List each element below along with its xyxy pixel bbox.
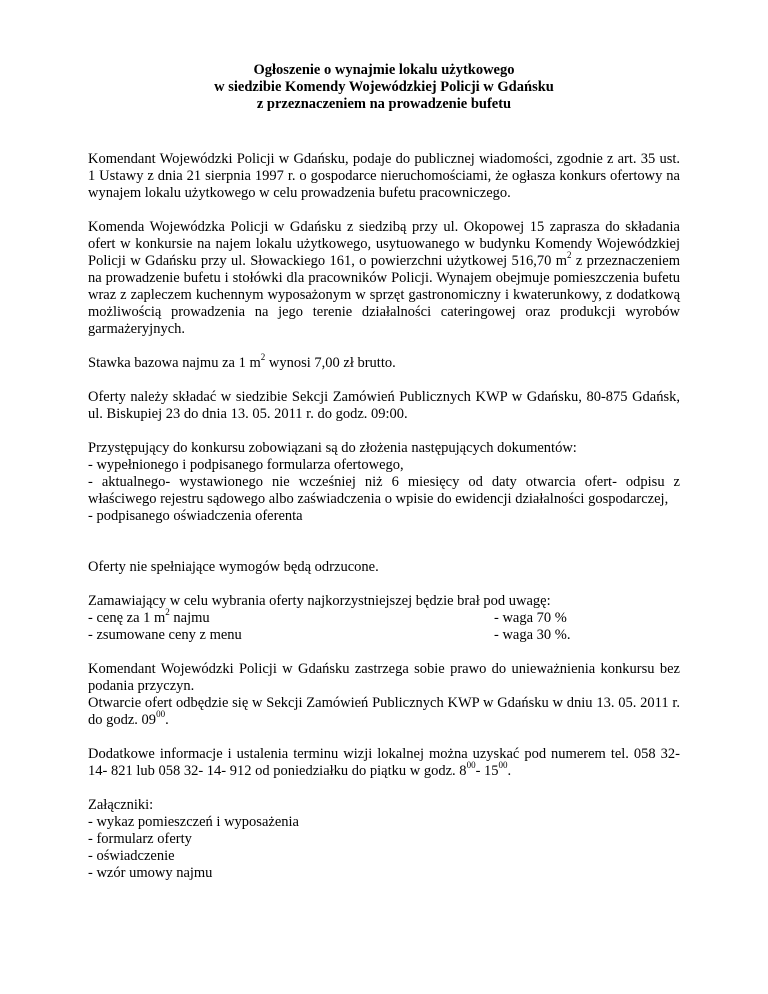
criteria-row-2	[88, 627, 680, 644]
paragraph-contact	[88, 746, 680, 780]
title-line-2: w siedzibie Komendy Wojewódzkiej Policji w Gdańsku	[214, 79, 554, 95]
paragraph-premises	[88, 219, 680, 338]
criteria-intro: Zamawiający w celu wybrania oferty najkorzystniejszej będzie brał pod uwagę:	[88, 593, 551, 609]
attachment-item: - wzór umowy najmu	[88, 865, 213, 881]
paragraph-criteria	[88, 593, 680, 644]
attachments-list	[88, 797, 680, 882]
title-line-3: z przeznaczeniem na prowadzenie bufetu	[256, 96, 512, 112]
criteria-weight-2: - waga 30 %.	[494, 627, 571, 643]
paragraph-documents	[88, 440, 680, 525]
opening-tail: .	[165, 712, 169, 728]
attachment-item: - wykaz pomieszczeń i wyposażenia	[88, 814, 299, 830]
paragraph-submission: Oferty należy składać w siedzibie Sekcji Zamówień Publicznych KWP w Gdańsku, 80-875 Gdańsk, ul. Biskupiej 23 do dnia 13. 05. 2011 r. do godz. 09:00.	[88, 389, 680, 422]
premises-text-b: z przeznaczeniem na prowadzenie bufetu i stołówki dla pracowników Policji. Wynajem obejmuje pomieszczenia bufetu wraz z zapleczem kuchennym wyposażonym w sprzęt gastronomiczny i kwaterunkowy, z dodatkową możliwością prowadzenia na jego terenie działalności cateringowej oraz produkcji wyrobów garmażeryjnych.	[88, 253, 680, 337]
contact-sup-1: 00	[466, 760, 476, 771]
attachment-item: - oświadczenie	[88, 848, 175, 864]
title-line-1: Ogłoszenie o wynajmie lokalu użytkowego	[253, 62, 515, 78]
attachment-item: - formularz oferty	[88, 831, 192, 847]
opening-line	[88, 695, 680, 729]
criteria-label-2: - zsumowane ceny z menu	[88, 627, 242, 643]
documents-intro: Przystępujący do konkursu zobowiązani są do złożenia następujących dokumentów:	[88, 440, 577, 456]
criteria-label-1-text: - cenę za 1 m	[88, 610, 166, 626]
documents-item-2: - aktualnego- wystawionego nie wcześniej niż 6 miesięcy od daty otwarcia ofert- odpisu z właściwego rejestru sądowego albo zaświadczenia o wpisie do ewidencji działalności gospodarczej,	[88, 474, 680, 507]
document-title	[88, 62, 680, 113]
opening-text: Otwarcie ofert odbędzie się w Sekcji Zamówień Publicznych KWP w Gdańsku w dniu 13. 05. 2011 r. do godz. 09	[88, 695, 680, 728]
opening-sup: 00	[156, 709, 166, 720]
rate-text-a: Stawka bazowa najmu za 1 m	[88, 355, 261, 371]
paragraph-reservation	[88, 661, 680, 729]
documents-item-3: - podpisanego oświadczenia oferenta	[88, 508, 303, 524]
criteria-label-1-tail: najmu	[169, 610, 210, 626]
premises-sup: 2	[567, 250, 572, 261]
attachments-heading: Załączniki:	[88, 797, 154, 813]
paragraph-rejection: Oferty nie spełniające wymogów będą odrzucone.	[88, 559, 379, 575]
criteria-label-1	[88, 607, 494, 627]
rate-text-b: wynosi 7,00 zł brutto.	[265, 355, 396, 371]
rate-sup: 2	[260, 352, 266, 363]
reservation-line: Komendant Wojewódzki Policji w Gdańsku zastrzega sobie prawo do unieważnienia konkursu bez podania przyczyn.	[88, 661, 680, 694]
paragraph-intro: Komendant Wojewódzki Policji w Gdańsku, podaje do publicznej wiadomości, zgodnie z art. 35 ust. 1 Ustawy z dnia 21 sierpnia 1997 r. o gospodarce nieruchomościami, że ogłasza konkurs ofertowy na wynajem lokalu użytkowego w celu prowadzenia bufetu pracowniczego.	[88, 151, 680, 201]
documents-item-1: - wypełnionego i podpisanego formularza ofertowego,	[88, 457, 404, 473]
criteria-row-1	[88, 607, 680, 627]
contact-sup-2: 00	[498, 760, 508, 771]
premises-text-a: Komenda Wojewódzka Policji w Gdańsku z siedzibą przy ul. Okopowej 15 zaprasza do składania ofert w konkursie na najem lokalu użytkowego, usytuowanego w budynku Komendy Wojewódzkiej Policji w Gdańsku przy ul. Słowackiego 161, o powierzchni użytkowej 516,70 m	[88, 219, 680, 269]
contact-mid: - 15	[475, 763, 499, 779]
criteria-weight-1: - waga 70 %	[494, 610, 567, 626]
paragraph-rate	[88, 352, 680, 372]
criteria-sup: 2	[165, 607, 170, 618]
contact-text: Dodatkowe informacje i ustalenia terminu wizji lokalnej można uzyskać pod numerem tel. 058 32- 14- 821 lub 058 32- 14- 912 od poniedziałku do piątku w godz. 8	[88, 746, 680, 779]
contact-end: .	[507, 763, 512, 779]
